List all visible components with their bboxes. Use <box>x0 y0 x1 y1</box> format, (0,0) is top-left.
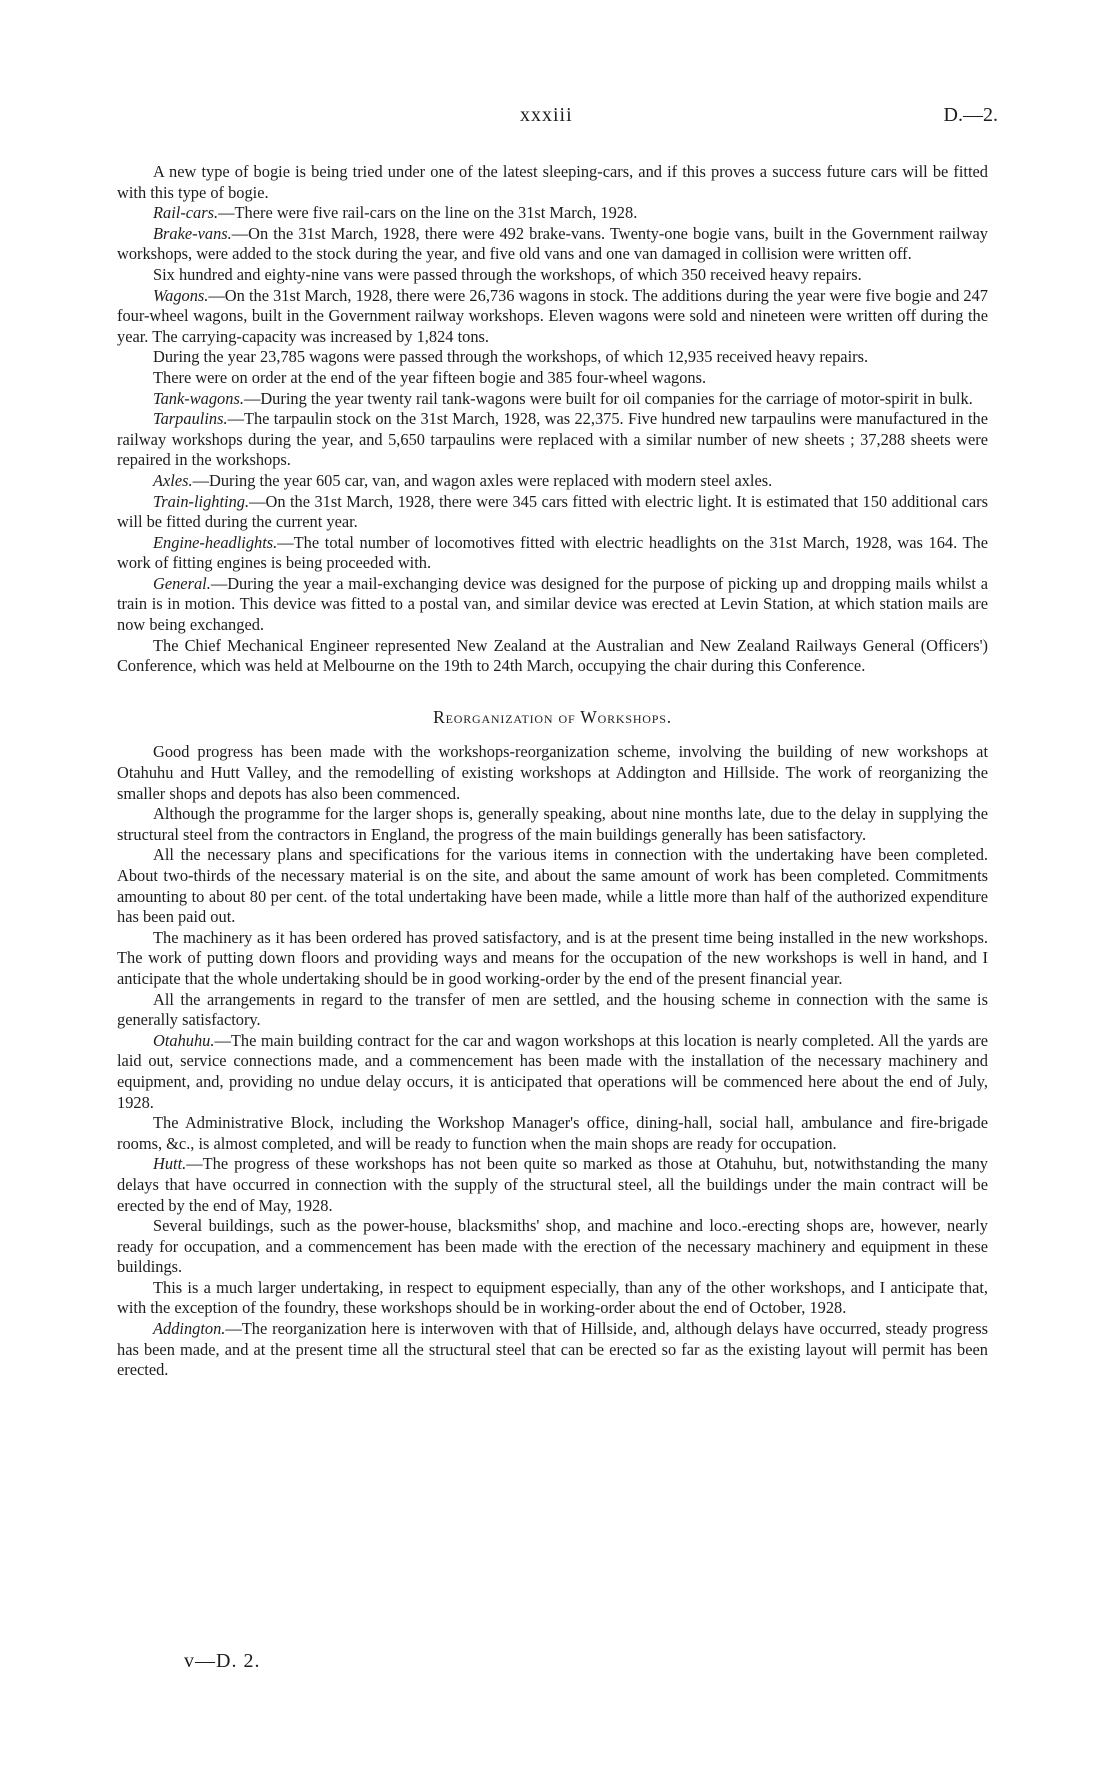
paragraph-text: —The total number of locomotives fitted with electric headlights on the 31st March, 1928, was 164. The work of fitting engines is being proceeded with. <box>117 532 988 573</box>
paragraph-lead: Hutt. <box>153 1154 187 1174</box>
paragraph-text: —The tarpaulin stock on the 31st March, 1928, was 22,375. Five hundred new tarpaulins were manufactured in the railway workshops during the year, and 5,650 tarpaulins were replaced with a similar number of new sheets ; 37,288 sheets were repaired in the workshops. <box>117 409 988 470</box>
paragraph <box>117 1113 988 1154</box>
paragraph <box>117 1278 988 1319</box>
paragraph <box>117 203 988 224</box>
paragraph-lead: Otahuhu. <box>153 1030 215 1050</box>
paragraph <box>117 409 988 471</box>
paragraph-lead: Tarpaulins. <box>153 409 228 429</box>
paragraph-text: —During the year twenty rail tank-wagons were built for oil companies for the carriage of motor-spirit in bulk. <box>243 388 973 408</box>
paragraph-lead: Tank-wagons. <box>153 388 244 408</box>
paragraph-text: —On the 31st March, 1928, there were 492 brake-vans. Twenty-one bogie vans, built in the Government railway workshops, were added to the stock during the year, and five old vans and one van damaged in collision were written off. <box>117 223 988 264</box>
paragraph-text: This is a much larger undertaking, in respect to equipment especially, than any of the other workshops, and I anticipate that, with the exception of the foundry, these workshops should be in working-order about the end of October, 1928. <box>117 1277 988 1318</box>
paragraph <box>117 368 988 389</box>
paragraph-text: —There were five rail-cars on the line on the 31st March, 1928. <box>218 203 638 223</box>
paragraph <box>117 286 988 348</box>
paragraph-lead: Brake-vans. <box>153 223 232 243</box>
paragraph-text: —The main building contract for the car and wagon workshops at this location is nearly completed. All the yards are laid out, service connections made, and a commencement has been made with the installation of the necessary machinery and equipment, and, providing no undue delay occurs, it is anticipated that operations will be commenced here about the end of July, 1928. <box>117 1030 988 1112</box>
paragraph <box>117 389 988 410</box>
paragraph-group-reorganization <box>117 742 988 1380</box>
paragraph <box>117 347 988 368</box>
paragraph <box>117 1216 988 1278</box>
paragraph-text: —During the year a mail-exchanging device was designed for the purpose of picking up and dropping mails whilst a train is in motion. This device was fitted to a postal van, and similar device was erected at Levin Station, at which station mails are now being exchanged. <box>117 573 988 635</box>
paragraph-text: —The progress of these workshops has not been quite so marked as those at Otahuhu, but, notwithstanding the many delays that have occurred in connection with the supply of the structural steel, all the buildings under the main contract will be erected by the end of May, 1928. <box>117 1154 988 1215</box>
paragraph-lead: Addington. <box>153 1319 226 1339</box>
paragraph-text: —During the year 605 car, van, and wagon axles were replaced with modern steel axles. <box>192 470 773 490</box>
paragraph-lead: Wagons. <box>153 285 209 305</box>
paragraph-lead: General. <box>153 573 211 593</box>
paragraph-text: The machinery as it has been ordered has proved satisfactory, and is at the present time being installed in the new workshops. The work of putting down floors and providing ways and means for the occupation of the new workshops is well in hand, and I anticipate that the whole undertaking should be in good working-order by the end of the present financial year. <box>117 927 988 988</box>
paragraph-text: The Administrative Block, including the Workshop Manager's office, dining-hall, social hall, ambulance and fire-brigade rooms, &c., is almost completed, and will be ready to function when the main shops are ready for occupation. <box>117 1113 988 1153</box>
paragraph-text: —On the 31st March, 1928, there were 345 cars fitted with electric light. It is estimated that 150 additional cars will be fitted during the current year. <box>117 491 988 532</box>
paragraph <box>117 845 988 927</box>
page-number: xxxiii <box>520 104 573 126</box>
paragraph-text: During the year 23,785 wagons were passed through the workshops, of which 12,935 received heavy repairs. <box>153 347 869 367</box>
paragraph-text: —On the 31st March, 1928, there were 26,736 wagons in stock. The additions during the year were five bogie and 247 four-wheel wagons, built in the Government railway workshops. Eleven wagons were sold and nineteen were written off during the year. The carrying-capacity was increased by 1,824 tons. <box>117 285 988 346</box>
paragraph <box>117 492 988 533</box>
paragraph <box>117 990 988 1031</box>
paragraph-text: All the necessary plans and specifications for the various items in connection with the undertaking have been completed. About two-thirds of the necessary material is on the site, and about the same amount of work has been completed. Commitments amounting to about 80 per cent. of the total undertaking have been made, while a little more than half of the authorized expenditure has been paid out. <box>117 845 988 927</box>
paragraph-lead: Axles. <box>153 470 193 490</box>
signature-mark: v—D. 2. <box>184 1650 261 1672</box>
body-text <box>117 162 988 1381</box>
paragraph <box>117 928 988 990</box>
paragraph <box>117 1031 988 1113</box>
paragraph <box>117 636 988 677</box>
paragraph <box>117 574 988 636</box>
paragraph-lead: Engine-headlights. <box>153 532 278 552</box>
paragraph <box>117 804 988 845</box>
paragraph <box>117 265 988 286</box>
paragraph-text: Although the programme for the larger shops is, generally speaking, about nine months late, due to the delay in supplying the structural steel from the contractors in England, the progress of the main buildings generally has been satisfactory. <box>117 804 988 844</box>
paragraph <box>117 162 988 203</box>
paragraph-lead: Train-lighting. <box>153 491 250 511</box>
page-header <box>0 104 1114 134</box>
paragraph <box>117 224 988 265</box>
paragraph <box>117 742 988 804</box>
paragraph <box>117 1154 988 1216</box>
paragraph <box>117 1319 988 1381</box>
paragraph <box>117 471 988 492</box>
document-code: D.—2. <box>943 104 998 126</box>
paragraph-text: All the arrangements in regard to the transfer of men are settled, and the housing scheme in connection with the same is generally satisfactory. <box>117 989 988 1030</box>
section-title <box>117 707 988 730</box>
paragraph-text: —The reorganization here is interwoven with that of Hillside, and, although delays have occurred, steady progress has been made, and at the present time all the structural steel that can be erected so far as the existing layout will permit has been erected. <box>117 1319 988 1380</box>
paragraph-text: Six hundred and eighty-nine vans were passed through the workshops, of which 350 received heavy repairs. <box>153 264 862 284</box>
paragraph-text: Good progress has been made with the workshops-reorganization scheme, involving the building of new workshops at Otahuhu and Hutt Valley, and the remodelling of existing workshops at Addington and Hillside. The work of reorganizing the smaller shops and depots has also been commenced. <box>117 742 988 803</box>
paragraph-text: A new type of bogie is being tried under one of the latest sleeping-cars, and if this proves a success future cars will be fitted with this type of bogie. <box>117 162 988 202</box>
paragraph-lead: Rail-cars. <box>153 203 219 223</box>
paragraph-text: There were on order at the end of the year fifteen bogie and 385 four-wheel wagons. <box>153 367 707 387</box>
section-title-text: Reorganization of Workshops. <box>433 706 672 727</box>
paragraph-text: The Chief Mechanical Engineer represented New Zealand at the Australian and New Zealand Railways General (Officers') Conference, which was held at Melbourne on the 19th to 24th March, occupying the chair during this Conference. <box>117 635 988 676</box>
paragraph-group-rolling-stock <box>117 162 988 677</box>
paragraph-text: Several buildings, such as the power-house, blacksmiths' shop, and machine and loco.-erecting shops are, however, nearly ready for occupation, and a commencement has been made with the erection of the necessary machinery and equipment in these buildings. <box>117 1216 988 1277</box>
paragraph <box>117 533 988 574</box>
